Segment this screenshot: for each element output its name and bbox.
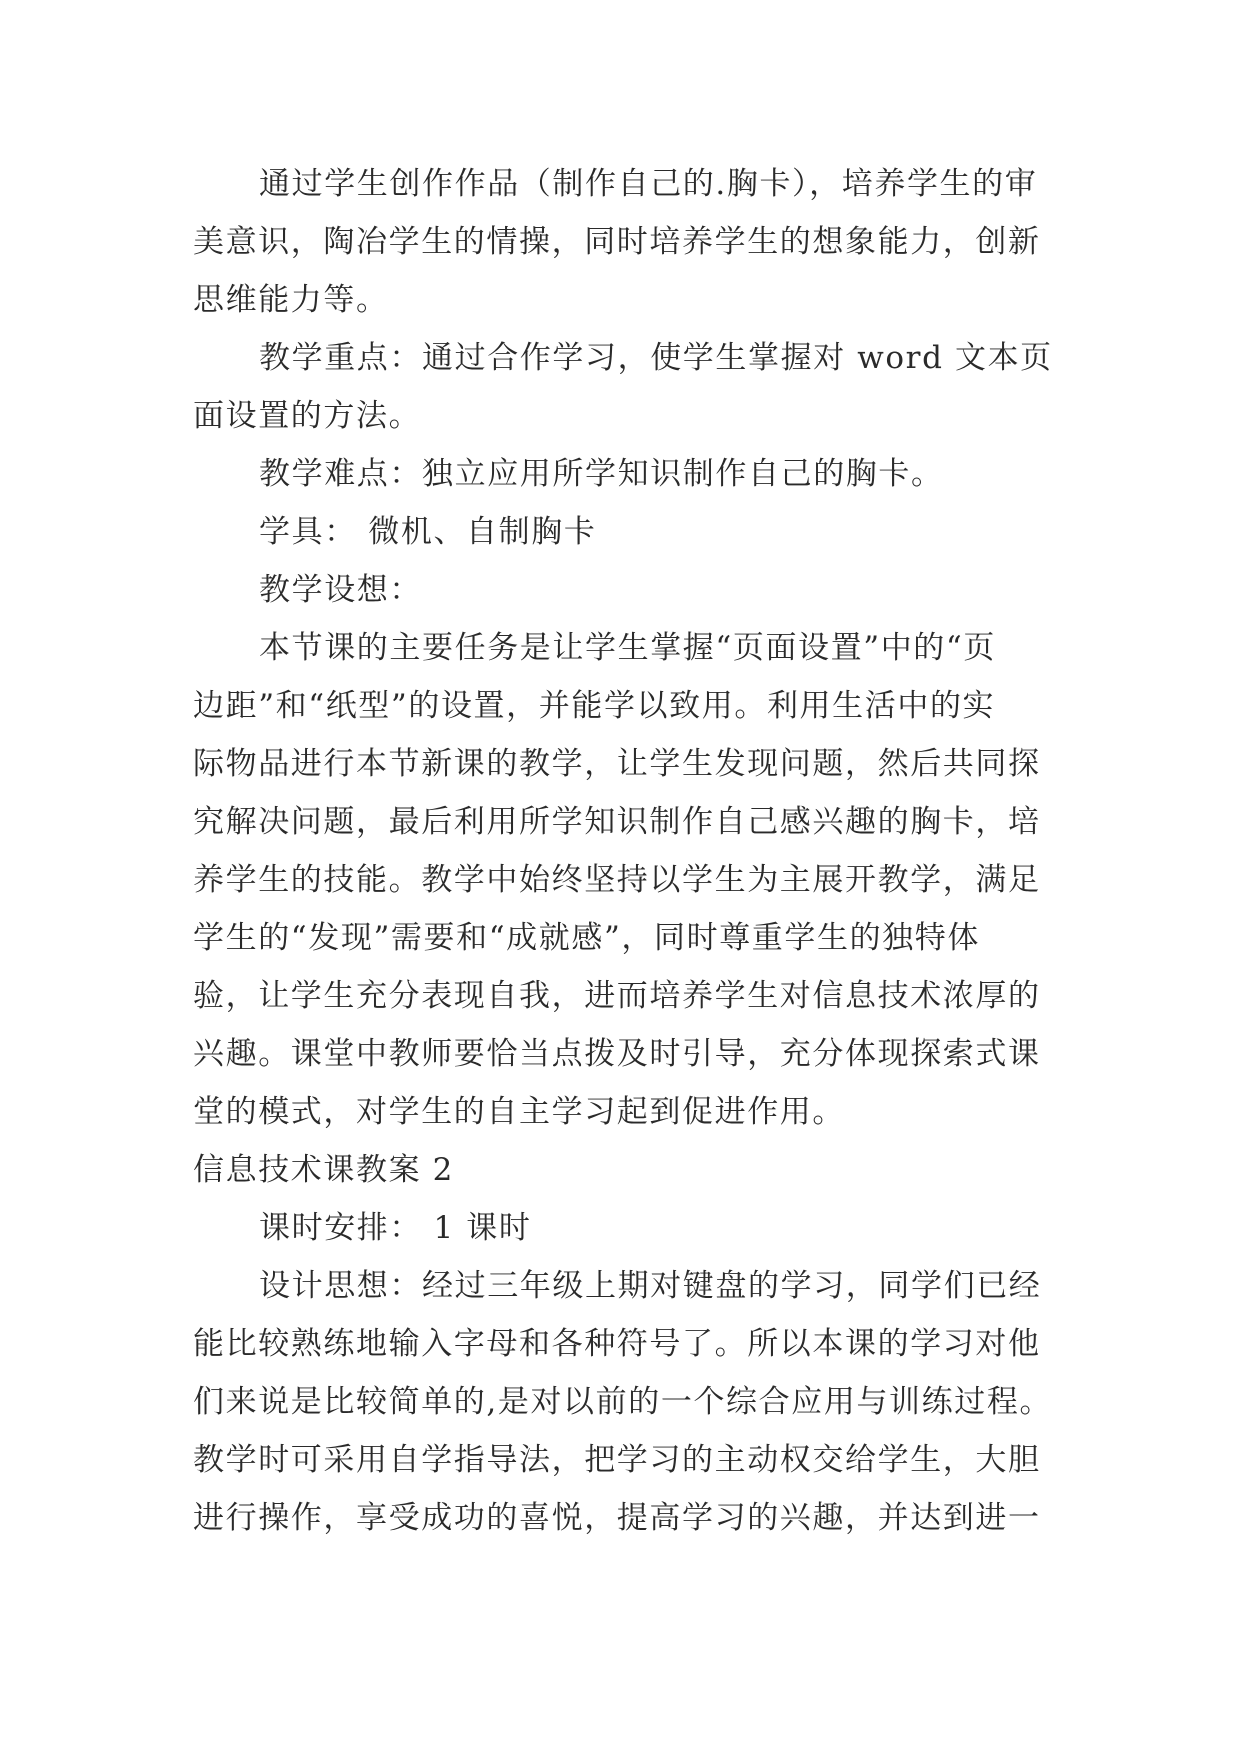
text-line: 堂的模式，对学生的自主学习起到促进作用。 bbox=[193, 1094, 845, 1130]
paragraph bbox=[193, 445, 1051, 503]
text-line: 学具： 微机、自制胸卡 bbox=[259, 514, 597, 550]
text-line: 兴趣。课堂中教师要恰当点拨及时引导，充分体现探索式课 bbox=[193, 1036, 1041, 1072]
paragraph bbox=[193, 1199, 1051, 1257]
text-line: 本节课的主要任务是让学生掌握“页面设置”中的“页 bbox=[259, 630, 996, 666]
text-line: 通过学生创作作品（制作自己的.胸卡），培养学生的审 bbox=[259, 166, 1038, 202]
text-line: 思维能力等。 bbox=[193, 282, 389, 318]
text-line: 们来说是比较简单的,是对以前的一个综合应用与训练过程。 bbox=[193, 1384, 1053, 1420]
text-line: 教学重点：通过合作学习，使学生掌握对 word 文本页 bbox=[259, 340, 1053, 376]
text-line: 际物品进行本节新课的教学，让学生发现问题，然后共同探 bbox=[193, 746, 1041, 782]
text-line: 究解决问题，最后利用所学知识制作自己感兴趣的胸卡，培 bbox=[193, 804, 1041, 840]
paragraph bbox=[193, 1257, 1051, 1547]
text-line: 验，让学生充分表现自我，进而培养学生对信息技术浓厚的 bbox=[193, 978, 1041, 1014]
heading-text: 信息技术课教案 2 bbox=[193, 1152, 454, 1188]
text-line: 进行操作，享受成功的喜悦，提高学习的兴趣，并达到进一 bbox=[193, 1500, 1041, 1536]
paragraph bbox=[193, 561, 1051, 619]
text-line: 能比较熟练地输入字母和各种符号了。所以本课的学习对他 bbox=[193, 1326, 1041, 1362]
section-heading bbox=[193, 1141, 1051, 1199]
text-line: 边距”和“纸型”的设置，并能学以致用。利用生活中的实 bbox=[193, 688, 996, 724]
text-line: 养学生的技能。教学中始终坚持以学生为主展开教学，满足 bbox=[193, 862, 1041, 898]
text-line: 课时安排： 1 课时 bbox=[259, 1210, 532, 1246]
text-line: 面设置的方法。 bbox=[193, 398, 422, 434]
paragraph bbox=[193, 619, 1051, 1141]
paragraph bbox=[193, 329, 1051, 445]
text-line: 设计思想：经过三年级上期对键盘的学习，同学们已经 bbox=[259, 1268, 1042, 1304]
text-line: 美意识，陶冶学生的情操，同时培养学生的想象能力，创新 bbox=[193, 224, 1041, 260]
text-line: 教学设想： bbox=[259, 572, 422, 608]
document-page bbox=[193, 155, 1051, 1547]
paragraph bbox=[193, 503, 1051, 561]
text-line: 学生的“发现”需要和“成就感”，同时尊重学生的独特体 bbox=[193, 920, 980, 956]
text-line: 教学难点：独立应用所学知识制作自己的胸卡。 bbox=[259, 456, 944, 492]
paragraph bbox=[193, 155, 1051, 329]
text-line: 教学时可采用自学指导法，把学习的主动权交给学生，大胆 bbox=[193, 1442, 1041, 1478]
